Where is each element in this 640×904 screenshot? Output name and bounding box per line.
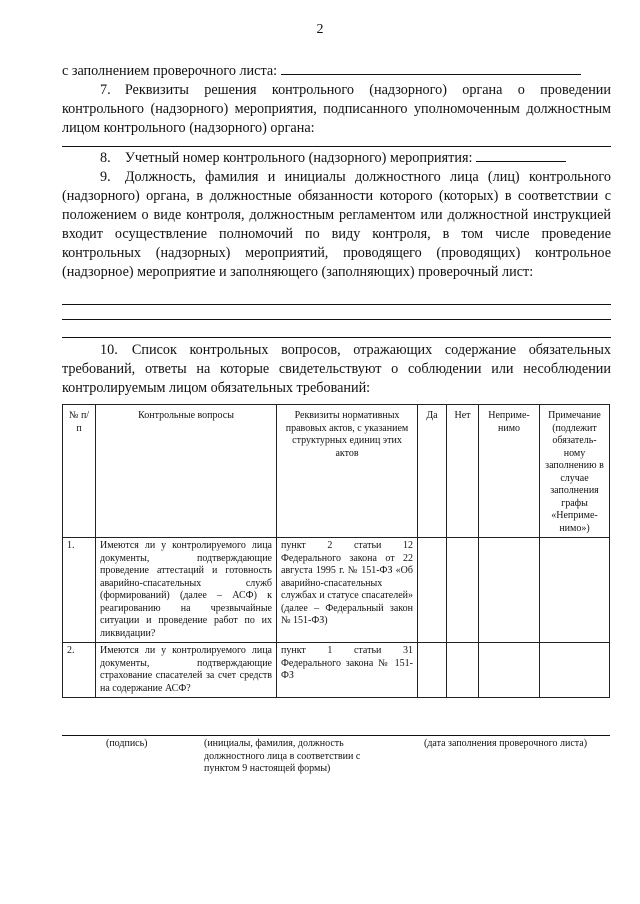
row-question: Имеются ли у контролируемого лица документы, подтверждающие проведение аттестаций и готовность аварийно-спасательных служб (формирований) (далее – АСФ) к реагированию на чрезвычайные ситуации и проведение работ по их ликвидации?	[96, 538, 277, 643]
note-cell[interactable]	[540, 538, 610, 643]
fill-line-9c[interactable]	[62, 337, 611, 338]
table-header-row	[63, 405, 610, 538]
table-row	[63, 643, 610, 698]
row-number: 2.	[63, 643, 96, 698]
table-row	[63, 538, 610, 643]
answer-yes-cell[interactable]	[418, 643, 447, 698]
fill-line-6[interactable]	[281, 62, 581, 75]
header-no: Нет	[447, 405, 479, 538]
fill-line-8[interactable]	[476, 149, 566, 162]
row-number: 1.	[63, 538, 96, 643]
header-requisites: Реквизиты нормативных правовых актов, с указанием структурных единиц этих актов	[277, 405, 418, 538]
paragraph-6-tail	[62, 62, 611, 81]
paragraph-6-text: с заполнением проверочного листа:	[62, 63, 278, 79]
date-label: (дата заполнения проверочного листа)	[424, 738, 588, 749]
row-requisite: пункт 1 статьи 31 Федерального закона № 151-ФЗ	[277, 643, 418, 698]
answer-not-applicable-cell[interactable]	[479, 538, 540, 643]
fill-line-9b[interactable]	[62, 319, 611, 320]
fill-line-7[interactable]	[62, 146, 611, 147]
row-question: Имеются ли у контролируемого лица документы, подтверждающие страхование спасателей за счет средств на содержание АСФ?	[96, 643, 277, 698]
answer-no-cell[interactable]	[447, 643, 479, 698]
paragraph-8	[62, 149, 611, 168]
page-number: 2	[316, 22, 324, 37]
note-cell[interactable]	[540, 643, 610, 698]
paragraph-10: 10. Список контрольных вопросов, отражающих содержание обязательных требований, ответы на которые свидетельствуют о соблюдении или несоблюдении контролируемым лицом обязательных требований:	[62, 342, 611, 396]
header-yes: Да	[418, 405, 447, 538]
paragraph-8-text: 8. Учетный номер контрольного (надзорного) мероприятия:	[100, 150, 473, 166]
answer-no-cell[interactable]	[447, 538, 479, 643]
header-not-applicable: Неприме-нимо	[479, 405, 540, 538]
paragraph-9: 9. Должность, фамилия и инициалы должностного лица (лиц) контрольного (надзорного) органа, в должностные обязанности которого (которых) в соответствии с положением о виде контроля, должностным регламентом или должностной инструкцией входит осуществление полномочий по виду контроля, в том числе проведение контрольных (надзорных) мероприятий, проводящего (проводящих) контрольное (надзорное) мероприятие и заполняющего (заполняющих) проверочный лист:	[62, 169, 611, 280]
signature-line[interactable]	[62, 735, 610, 736]
answer-not-applicable-cell[interactable]	[479, 643, 540, 698]
checklist-table	[62, 404, 610, 698]
header-note: Примечание (подлежит обязатель-ному заполнению в случае заполнения графы «Неприме-нимо»)	[540, 405, 610, 538]
row-requisite: пункт 2 статьи 12 Федерального закона от 22 августа 1995 г. № 151-ФЗ «Об аварийно-спасательных службах и статусе спасателей» (далее – Федеральный закон № 151-ФЗ)	[277, 538, 418, 643]
paragraph-7: 7. Реквизиты решения контрольного (надзорного) органа о проведении контрольного (надзорного) мероприятия, подписанного уполномоченным должностным лицом контрольного (надзорного) органа:	[62, 82, 611, 136]
signature-label: (подпись)	[106, 738, 148, 749]
fill-line-9a[interactable]	[62, 304, 611, 305]
header-questions: Контрольные вопросы	[96, 405, 277, 538]
name-position-label: (инициалы, фамилия, должность должностного лица в соответствии с пунктом 9 настоящей формы)	[204, 738, 361, 774]
answer-yes-cell[interactable]	[418, 538, 447, 643]
header-num: № п/п	[63, 405, 96, 538]
